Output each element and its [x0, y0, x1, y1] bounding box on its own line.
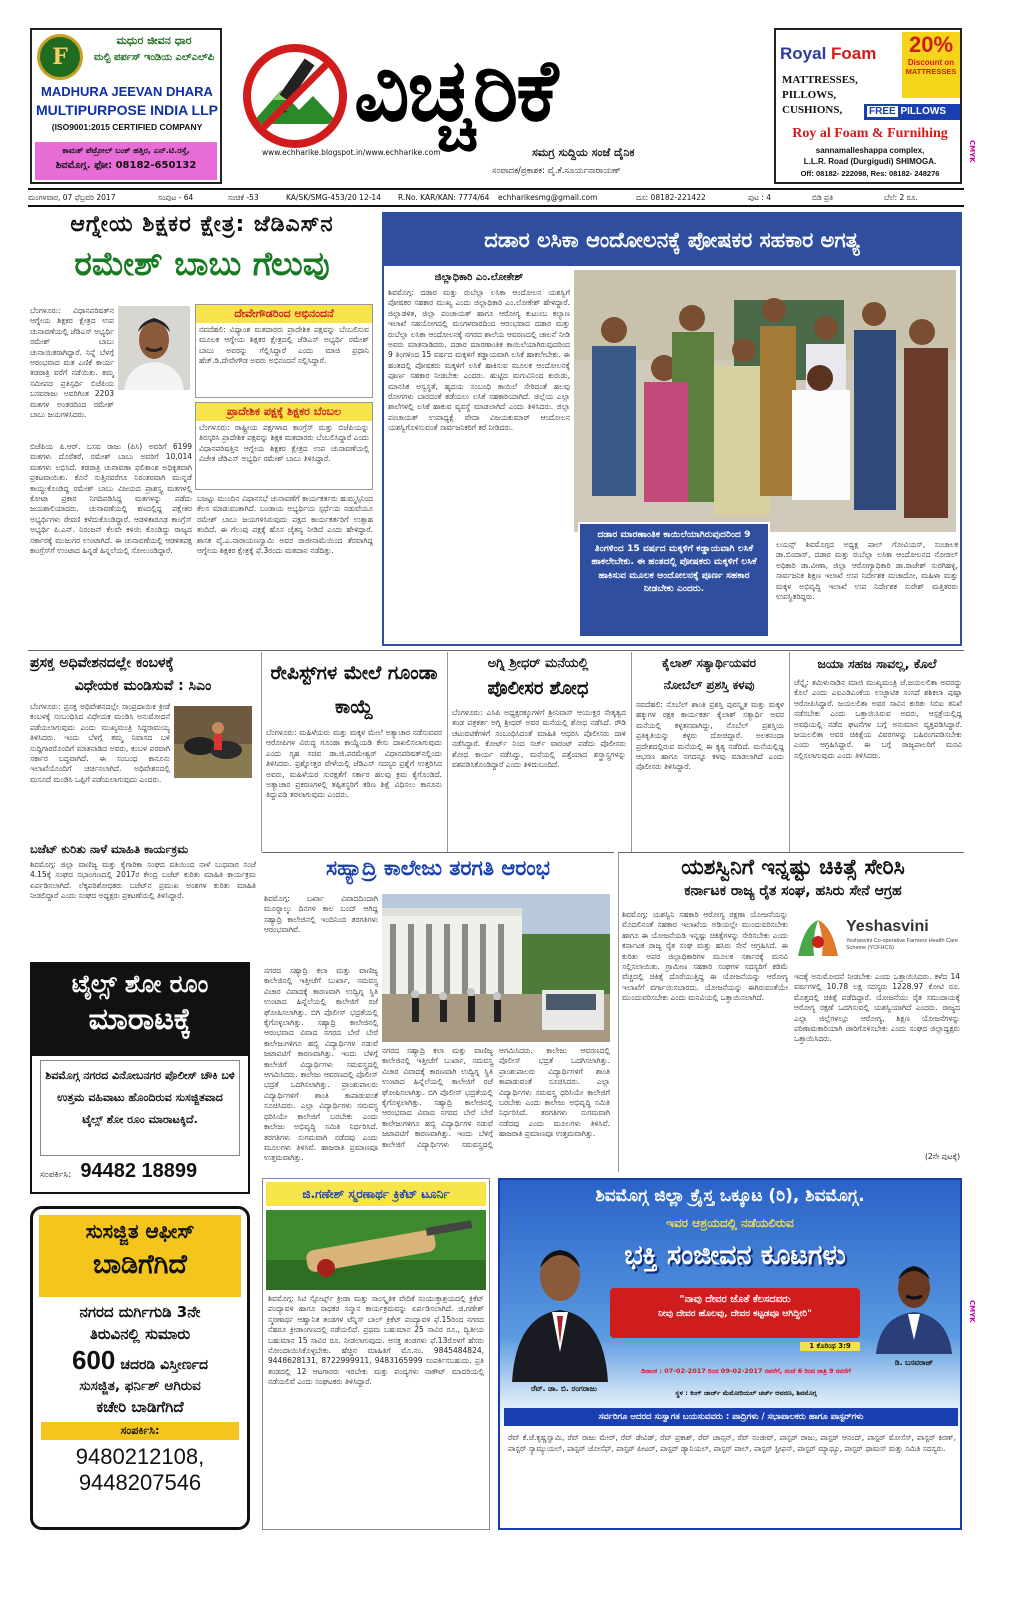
dateline-reg: KA/SK/SMG-453/20 12-14: [286, 193, 381, 202]
cricket-photo: [266, 1210, 486, 1290]
yeshasvini-top-rule: [618, 852, 964, 853]
budget-title: ಬಜೆಟ್ ಕುರಿತು ನಾಳೆ ಮಾಹಿತಿ ಕಾರ್ಯಕ್ರಮ: [30, 842, 189, 856]
ad-royal-item3: CUSHIONS,: [782, 104, 843, 116]
ad-royal-item1: MATTRESSES,: [782, 74, 858, 86]
ad-church-quote: "ನಾವು ದೇವರ ಜೊತೆ ಕೆಲಸದವರು: [679, 1294, 791, 1305]
ad-madhura-logo: F: [37, 34, 83, 80]
kailash-kicker: ಕೈಲಾಶ್ ಸತ್ಯಾರ್ಥಿಯವರ: [661, 656, 757, 670]
ad-office-contact: ಸಂಪರ್ಕಿಸಿ:: [41, 1422, 239, 1440]
ad-royal-addr2: L.L.R. Road (Durgigudi) SHIMOGA.: [803, 157, 937, 166]
masthead-title: ವಿಚ್ಚರಿಕೆ: [354, 41, 557, 141]
ad-royal-free-box: [864, 104, 960, 120]
lead-kicker: ಆಗ್ನೇಯ ಶಿಕ್ಷಕರ ಕ್ಷೇತ್ರ: ಜೆಡಿಎಸ್‌ನ: [70, 212, 334, 237]
sahyadri-body: ನಗರದ ಸಹ್ಯಾದ್ರಿ ಕಲಾ ಮತ್ತು ವಾಣಿಜ್ಯ ಕಾಲೇಜಿನಲ್ಲಿ ಇತ್ತೀಚೆಗೆ ಬುರ್ಖಾ, ಸಮವಸ್ತ್ರ ವಿಚಾರ ವಿವಾದಕ್ಕೆ ಕಾರಣವಾಗಿ ಉದ್ವಿಗ್ನ ಸ್ಥಿತಿ ಉಂಟಾದ ಹಿನ್ನೆಲೆಯಲ್ಲಿ ಕಾಲೇಜಿಗೆ ರಜೆ ಘೋಷಿಸಲಾಗಿತ್ತು. ಬಿಗಿ ಪೊಲೀಸ್ ಭದ್ರತೆಯಲ್ಲಿ ಕೈಗೊಳ್ಳಲಾಗಿತ್ತು. ಸಹ್ಯಾದ್ರಿ ಕಾಲೇಜಿನಲ್ಲಿ ಆರಂಭವಾದ ವಿವಾದ ನಗರದ ಬೇರೆ ಬೇರೆ ಕಾಲೇಜುಗಳಿಗೂ ಹಬ್ಬಿ ವಿದ್ಯಾರ್ಥಿಗಳ ನಡುವೆ ಜಟಾಪಟಿಗೆ ಕಾರಣವಾಗಿತ್ತು. ಇಂದು ಬೆಳಿಗ್ಗೆ ಕಾಲೇಜಿಗೆ ವಿದ್ಯಾರ್ಥಿಗಳು ಸಮವಸ್ತ್ರದಲ್ಲಿ ಆಗಮಿಸಿದರು. ಕಾಲೇಜು ಆವರಣದಲ್ಲಿ ಪೊಲೀಸ್ ಭದ್ರತೆ ಒದಗಿಸಲಾಗಿತ್ತು. ಪ್ರಾಂಶುಪಾಲರು ವಿದ್ಯಾರ್ಥಿಗಳಿಗೆ ಶಾಂತಿ ಕಾಪಾಡುವಂತೆ ಸೂಚಿಸಿದರು. ಎಲ್ಲಾ ವಿದ್ಯಾರ್ಥಿಗಳು ಸಮವಸ್ತ್ರ ಧರಿಸಿಯೇ ಕಾಲೇಜಿಗೆ ಬರಬೇಕು ಎಂದು ಕಾಲೇಜು ಅಭಿವೃದ್ಧಿ ಸಮಿತಿ ನಿರ್ಧರಿಸಿದೆ. ತರಗತಿಗಳು ಸುಗಮವಾಗಿ ನಡೆದವು ಎಂದು ಮೂಲಗಳು ತಿಳಿಸಿವೆ. ಹಾಜರಾತಿ ಪ್ರಮಾಣವೂ ಉತ್ತಮವಾಗಿತ್ತು.: [264, 966, 378, 1163]
dadara-caption-box: [578, 522, 770, 638]
guest-portrait: [872, 1254, 956, 1354]
ad-church-sub: ಇವರ ಆಶ್ರಯದಲ್ಲಿ ನಡೆಯಲಿರುವ: [666, 1216, 794, 1230]
speaker-portrait: [508, 1232, 612, 1382]
ad-office-l4: ಸುಸಜ್ಜಿತ, ಫರ್ನಿಶ್ ಆಗಿರುವ: [79, 1378, 201, 1394]
ad-church: [498, 1178, 962, 1530]
cricket-body: ಶಿವಮೊಗ್ಗ: ಸಿಟಿ ಸ್ಪೋರ್ಟ್ಸ್ ಕ್ರೀಡಾ ಮತ್ತು ಸಾಂಸ್ಕೃತಿಕ ವೇದಿಕೆ ಸಂಯುಕ್ತಾಶ್ರಯದಲ್ಲಿ ಕ್ರಿಕೆಟ್ ಪಂದ್ಯಾವಳಿ ಹಾಗೂ ಸಾಧಕರ ಸನ್ಮಾನ ಕಾರ್ಯಕ್ರಮವನ್ನು ಏರ್ಪಡಿಸಲಾಗಿದೆ. ಜಿ.ಗಣೇಶ್ ಸ್ಮರಣಾರ್ಥ ಆಹ್ವಾನಿತ ತಂಡಗಳ ಟೆನ್ನಿಸ್ ಬಾಲ್ ಕ್ರಿಕೆಟ್ ಪಂದ್ಯಾವಳಿ ಫೆ.15ರಿಂದ ನಗರದ ನೆಹರೂ ಕ್ರೀಡಾಂಗಣದಲ್ಲಿ ನಡೆಯಲಿದೆ. ಪ್ರಥಮ ಬಹುಮಾನ 25 ಸಾವಿರ ರೂ., ದ್ವಿತೀಯ ಬಹುಮಾನ 15 ಸಾವಿರ ರೂ. ನೀಡಲಾಗುವುದು. ಆಸಕ್ತ ತಂಡಗಳು ಫೆ.13ರೊಳಗೆ ಹೆಸರು ನೋಂದಾಯಿಸಿಕೊಳ್ಳಬೇಕು. ಹೆಚ್ಚಿನ ಮಾಹಿತಿಗೆ ಮೊ.ನಂ. 9845484824, 9448628131, 8722999911, 9483165999 ಸಂಪರ್ಕಿಸಬಹುದು. ಪ್ರತಿ ತಂಡದಲ್ಲಿ 12 ಆಟಗಾರರು ಇರಬೇಕು ಮತ್ತು ಪಂದ್ಯಗಳು ನಾಕೌಟ್ ಮಾದರಿಯಲ್ಲಿ ನಡೆಯಲಿವೆ ಎಂದು ಸಂಘಟಕರು ತಿಳಿಸಿದ್ದಾರೆ.: [268, 1294, 484, 1387]
ad-royal-brand2: Foam: [831, 44, 877, 63]
dadara-right-text: ಲಯನ್ಸ್ ಶಿವಮೊಗ್ಗದ ಅಧ್ಯಕ್ಷ ಪಾಲ್ ಗೋವಿಯಸ್, ಸಂಚಾಲಕ ಡಾ.ಬಿಂದಾಸ್, ದಡಾರ ಮತ್ತು ರುಬೆಲ್ಲಾ ಲಸಿಕಾ ಆಂದೋಲನದ ನೋಡಲ್ ಅಧಿಕಾರಿ ಡಾ.ವೀಣಾ, ಜಿಲ್ಲಾ ಆರೋಗ್ಯಾಧಿಕಾರಿ ಡಾ.ರಾಜೇಶ್ ಸುರಗಿಹಳ್ಳಿ, ಸಾರ್ವಜನಿಕ ಶಿಕ್ಷಣ ಇಲಾಖೆ ಉಪ ನಿರ್ದೇಶಕ ಮಚಾದೋ, ಮಹಿಳಾ ಮತ್ತು ಮಕ್ಕಳ ಅಭಿವೃದ್ಧಿ ಇಲಾಖೆ ಉಪ ನಿರ್ದೇಶಕ ಸುರೇಶ್ ಮತ್ತಿತರರು ಉಪಸ್ಥಿತರಿದ್ದರು.: [776, 540, 958, 602]
ad-church-fine: ರೆವ್ ಕೆ.ಜೆ.ಕೃಷ್ಣಸ್ವಾಮಿ, ರೆವ್ ರಾಜು ಮೇರ್, ರೆವ್ ಡೇವಿಡ್, ರೆವ್ ಪ್ರಕಾಶ್, ರೆವ್ ಜಾನ್ಸನ್, ರೆವ್ ಸಂಜೀವ್, ಪಾಸ್ಟರ್ ರಾಜು, ಪಾಸ್ಟರ್ ಆನಂದ್, ಪಾಸ್ಟರ್ ಮೋಸೆಸ್, ಪಾಸ್ಟರ್ ಕಿರಣ್, ಪಾಸ್ಟರ್ ಸ್ಯಾಮ್ಯುಯಲ್, ಪಾಸ್ಟರ್ ಜೋಸೆಫ್, ಪಾಸ್ಟರ್ ಪೀಟರ್, ಪಾಸ್ಟರ್ ಡ್ಯಾನಿಯಲ್, ಪಾಸ್ಟರ್ ಪಾಲ್, ಪಾಸ್ಟರ್ ಸ್ಟೀಫನ್, ಪಾಸ್ಟರ್ ಮ್ಯಾಥ್ಯೂ, ಪಾಸ್ಟರ್ ಥಾಮಸ್ ಮತ್ತು ಸಮಿತಿ ಸದಸ್ಯರು.: [508, 1433, 956, 1453]
ad-tiles-phone: 94482 18899: [80, 1160, 198, 1182]
pen-mountain-icon: [251, 52, 339, 140]
kambala-body: ಬೆಂಗಳೂರು: ಪ್ರಸಕ್ತ ಅಧಿವೇಶನದಲ್ಲೇ ಸಾಂಪ್ರದಾಯಿಕ ಕ್ರೀಡೆ ಕಂಬಳಕ್ಕೆ ಸಂಬಂಧಿಸಿದ ವಿಧೇಯಕ ಮಂಡಿಸಿ ಅನುಮೋದನೆ ಪಡೆಯಲಾಗುವುದು ಎಂದು ಮುಖ್ಯಮಂತ್ರಿ ಸಿದ್ದರಾಮಯ್ಯ ತಿಳಿಸಿದರು. ಇಂದು ಬೆಳಗ್ಗೆ ತಮ್ಮ ನಿವಾಸದ ಬಳಿ ಸುದ್ದಿಗಾರರೊಂದಿಗೆ ಮಾತನಾಡಿದ ಅವರು, ಕಂಬಳ ಪರವಾಗಿ ಸರ್ಕಾರ ಬದ್ಧವಾಗಿದೆ. ಈ ಸಂಬಂಧ ಕಾನೂನು ಇಲಾಖೆಯೊಂದಿಗೆ ಚರ್ಚಿಸಲಾಗಿದೆ. ಅಧಿವೇಶನದಲ್ಲಿ ಮಸೂದೆ ಮಂಡಿಸಿ ಒಪ್ಪಿಗೆ ಪಡೆಯಲಾಗುವುದು ಎಂದರು.: [30, 702, 170, 784]
kambala-headline: ವಿಧೇಯಕ ಮಂಡಿಸುವೆ : ಸಿಎಂ: [74, 678, 212, 694]
yeshasvini-headline: ಯಶಸ್ವಿನಿಗೆ ಇನ್ನಷ್ಟು ಚಿಕಿತ್ಸೆ ಸೇರಿಸಿ: [681, 855, 905, 879]
cricket-headline: ಜಿ.ಗಣೇಶ್ ಸ್ಮರಣಾರ್ಥ ಕ್ರಿಕೆಟ್ ಟೂರ್ನಿ: [302, 1187, 450, 1201]
ad-tiles-body-box: [40, 1060, 240, 1156]
cmyk-mark-top: CMYK: [968, 140, 976, 163]
agni-body: ಬೆಂಗಳೂರು: ಎಸಿಪಿ ಅಧ್ಯಕ್ಷರಕ್ಕೂಗಳಿಗೆ ಶ್ರೀನಿವಾಸ್ ಆಯುಕ್ತರ ನೇತೃತ್ವದ ತಂಡ ಪತ್ರಕರ್ತ ಅಗ್ನಿ ಶ್ರೀಧರ್ ಅವರ ಮನೆಯಲ್ಲಿ ಶೋಧ ನಡೆಸಿದೆ. ರೌಡಿ ಚಟುವಟಿಕೆಗಳಿಗೆ ಸಂಬಂಧಿಸಿದಂತೆ ಮಾಹಿತಿ ಆಧರಿಸಿ ಪೊಲೀಸರು ದಾಳಿ ನಡೆಸಿದ್ದಾರೆ. ಕೋರ್ಟ್ ನಿಂದ ಸರ್ಚ್ ವಾರಂಟ್ ಪಡೆದು ಪೊಲೀಸರು ಶೋಧ ಕಾರ್ಯ ನಡೆಸಿದ್ದು, ಮನೆಯಲ್ಲಿ ಪತ್ತೆಯಾದ ಶಸ್ತ್ರಾಸ್ತ್ರಗಳನ್ನು ವಶಪಡಿಸಿಕೊಂಡಿದ್ದಾರೆ ಎಂದು ತಿಳಿದುಬಂದಿದೆ.: [452, 708, 626, 770]
box-deve-body: ನವದೆಹಲಿ: ವಿಧ್ಯಾಂಶ ಮತದಾರರು ಪ್ರಾದೇಶಿಕ ಪಕ್ಷವನ್ನು ಬೆಂಬಲಿಸುವ ಮೂಲಕ ಆಗ್ನೇಯ ಶಿಕ್ಷಕರ ಕ್ಷೇತ್ರದಲ್ಲಿ ಜೆಡಿಎಸ್ ಅಭ್ಯರ್ಥಿ ರಮೇಶ್ ಬಾಬು ಅವರನ್ನು ಗೆಲ್ಲಿಸಿದ್ದಾರೆ ಎಂದು ಮಾಜಿ ಪ್ರಧಾನಿ ಹೆಚ್.ಡಿ.ದೇವೇಗೌಡ ಅವರು ಅಭಿನಂದನೆ ಸಲ್ಲಿಸಿದ್ದಾರೆ.: [199, 325, 369, 366]
ad-office-title1: ಸುಸಜ್ಜಿತ ಆಫೀಸ್: [85, 1219, 195, 1243]
ad-church-quote2: ನೀವು ದೇವರ ಹೊಲವು, ದೇವರ ಕಟ್ಟಡವೂ ಆಗಿದ್ದೀರಿ": [658, 1309, 812, 1319]
lead-intro: ಬೆಂಗಳೂರು: ವಿಧಾನಪರಿಷತ್‌ನ ಆಗ್ನೇಯ ಶಿಕ್ಷಕರ ಕ್ಷೇತ್ರದ ಉಪ ಚುನಾವಣೆಯಲ್ಲಿ ಜೆಡಿಎಸ್ ಅಭ್ಯರ್ಥಿ ರಮೇಶ್ ಬಾಬು ಚುನಾಯಿತರಾಗಿದ್ದಾರೆ. ನಿನ್ನೆ ಬೆಳಗ್ಗೆ ಆರಂಭವಾದ ಮತ ಎಣಿಕೆ ಕಾರ್ಯ ತಡರಾತ್ರಿ ವರೆಗೆ ನಡೆಯಿತು. ತಮ್ಮ ಸಮೀಪದ ಪ್ರತಿಸ್ಪರ್ಧಿ ಬಿಜೆಪಿಯ ಬಸವರಾಜು ಅವರಿಗಿಂತ 2203 ಮತಗಳ ಅಂತರದಿಂದ ರಮೇಶ್ ಬಾಬು ಜಯಗಳಿಸಿದರು.: [30, 306, 114, 420]
ad-tiles-header: [32, 964, 248, 1056]
ad-church-guest-photo: [872, 1254, 956, 1354]
rapist-body: ಬೆಂಗಳೂರು: ಮಹಿಳೆಯರು ಮತ್ತು ಮಕ್ಕಳ ಮೇಲೆ ಅತ್ಯಾಚಾರ ನಡೆಸುವವರ ಆರೋಪಿಗಳ ವಿರುದ್ಧ ಗೂಂಡಾ ಕಾಯ್ದೆಯಡಿ ಕೇಸು ದಾಖಲಿಸಲಾಗುವುದು ಎಂದು ಗೃಹ ಸಚಿವ ಡಾ.ಜಿ.ಪರಮೇಶ್ವರ್ ವಿಧಾನಪರಿಷತ್‌ನಲ್ಲಿಂದು ತಿಳಿಸಿದರು. ಪ್ರಶ್ನೋತ್ತರ ವೇಳೆಯಲ್ಲಿ ಜೆಡಿಎಸ್ ಸದಸ್ಯರ ಪ್ರಶ್ನೆಗೆ ಉತ್ತರಿಸಿದ ಅವರು, ಮಹಿಳೆಯರ ಸುರಕ್ಷತೆಗೆ ಸರ್ಕಾರ ಹಲವು ಕ್ರಮ ಕೈಗೊಂಡಿದೆ. ಅತ್ಯಾಚಾರ ಪ್ರಕರಣಗಳಲ್ಲಿ ತಪ್ಪಿತಸ್ಥರಿಗೆ ಕಠಿಣ ಶಿಕ್ಷೆ ವಿಧಿಸಲು ಕಾನೂನು ತಿದ್ದುಪಡಿ ತರಲಾಗುವುದು ಎಂದರು.: [266, 728, 442, 800]
budget-body: ಶಿವಮೊಗ್ಗ: ಜಿಲ್ಲಾ ವಾಣಿಜ್ಯ ಮತ್ತು ಕೈಗಾರಿಕಾ ಸಂಘದ ವತಿಯಿಂದ ನಾಳೆ ಬುಧವಾರ ಸಂಜೆ 4.15ಕ್ಕೆ ಸಂಘದ ಸಭಾಂಗಣದಲ್ಲಿ 2017ರ ಕೇಂದ್ರ ಬಜೆಟ್ ಕುರಿತು ಮಾಹಿತಿ ಕಾರ್ಯಕ್ರಮ ಏರ್ಪಡಿಸಲಾಗಿದೆ. ಲೆಕ್ಕಪರಿಶೋಧಕರು ಬಜೆಟ್‌ನ ಪ್ರಮುಖ ಅಂಶಗಳ ಕುರಿತು ಮಾಹಿತಿ ನೀಡಲಿದ್ದಾರೆ ಎಂದು ಸಂಘದ ಅಧ್ಯಕ್ಷರು ಪ್ರಕಟಣೆಯಲ್ಲಿ ತಿಳಿಸಿದ್ದಾರೆ.: [30, 860, 256, 901]
ad-office: [30, 1206, 250, 1530]
masthead-editor: ಸಂಪಾದಕ/ಪ್ರಕಾಶಕ: ವೈ.ಕೆ.ಸೂರ್ಯನಾರಾಯಣ್: [492, 166, 621, 176]
masthead-logo-emblem: [243, 44, 347, 148]
dadara-headline: ದಡಾರ ಲಸಿಕಾ ಆಂದೋಲನಕ್ಕೆ ಪೋಷಕರ ಸಹಕಾರ ಅಗತ್ಯ: [484, 228, 860, 252]
ad-church-welcome-band: [504, 1408, 958, 1426]
sahyadri-body-cont: ನಗರದ ಸಹ್ಯಾದ್ರಿ ಕಲಾ ಮತ್ತು ವಾಣಿಜ್ಯ ಕಾಲೇಜಿನಲ್ಲಿ ಇತ್ತೀಚೆಗೆ ಬುರ್ಖಾ, ಸಮವಸ್ತ್ರ ವಿಚಾರ ವಿವಾದಕ್ಕೆ ಕಾರಣವಾಗಿ ಉದ್ವಿಗ್ನ ಸ್ಥಿತಿ ಉಂಟಾದ ಹಿನ್ನೆಲೆಯಲ್ಲಿ ಕಾಲೇಜಿಗೆ ರಜೆ ಘೋಷಿಸಲಾಗಿತ್ತು. ಬಿಗಿ ಪೊಲೀಸ್ ಭದ್ರತೆಯಲ್ಲಿ ಕೈಗೊಳ್ಳಲಾಗಿತ್ತು. ಸಹ್ಯಾದ್ರಿ ಕಾಲೇಜಿನಲ್ಲಿ ಆರಂಭವಾದ ವಿವಾದ ನಗರದ ಬೇರೆ ಬೇರೆ ಕಾಲೇಜುಗಳಿಗೂ ಹಬ್ಬಿ ವಿದ್ಯಾರ್ಥಿಗಳ ನಡುವೆ ಜಟಾಪಟಿಗೆ ಕಾರಣವಾಗಿತ್ತು. ಇಂದು ಬೆಳಿಗ್ಗೆ ಕಾಲೇಜಿಗೆ ವಿದ್ಯಾರ್ಥಿಗಳು ಸಮವಸ್ತ್ರದಲ್ಲಿ ಆಗಮಿಸಿದರು. ಕಾಲೇಜು ಆವರಣದಲ್ಲಿ ಪೊಲೀಸ್ ಭದ್ರತೆ ಒದಗಿಸಲಾಗಿತ್ತು. ಪ್ರಾಂಶುಪಾಲರು ವಿದ್ಯಾರ್ಥಿಗಳಿಗೆ ಶಾಂತಿ ಕಾಪಾಡುವಂತೆ ಸೂಚಿಸಿದರು. ಎಲ್ಲಾ ವಿದ್ಯಾರ್ಥಿಗಳು ಸಮವಸ್ತ್ರ ಧರಿಸಿಯೇ ಕಾಲೇಜಿಗೆ ಬರಬೇಕು ಎಂದು ಕಾಲೇಜು ಅಭಿವೃದ್ಧಿ ಸಮಿತಿ ನಿರ್ಧರಿಸಿದೆ. ತರಗತಿಗಳು ಸುಗಮವಾಗಿ ನಡೆದವು ಎಂದು ಮೂಲಗಳು ತಿಳಿಸಿವೆ. ಹಾಜರಾತಿ ಪ್ರಮಾಣವೂ ಉತ್ತಮವಾಗಿತ್ತು.: [382, 1046, 610, 1149]
box-shikshakara: [195, 402, 373, 490]
ad-church-speaker-photo: [508, 1232, 612, 1382]
yeshasvini-logo-box: [792, 912, 960, 968]
ad-madhura-kn1: ಮಧುರ ಜೀವನ ಧಾರ: [116, 34, 192, 47]
ad-royal-shop: Roy al Foam & Furnihing: [792, 126, 948, 141]
ad-royal-free2: PILLOWS: [900, 106, 947, 117]
ad-church-dates: ದಿನಾಂಕ : 07-02-2017 ರಿಂದ 09-02-2017 ರವರೆಗೆ, ಸಂಜೆ 6 ರಿಂದ ರಾತ್ರಿ 9 ರವರೆಗೆ: [641, 1367, 851, 1375]
ad-madhura-addr2: ಶಿವಮೊಗ್ಗ. ಫೋ: 08182-650132: [55, 160, 197, 171]
ad-royal-phone: Off: 08182- 222098, Res: 08182- 248276: [800, 169, 940, 178]
yeshasvini-sub: ಕರ್ನಾಟಕ ರಾಜ್ಯ ರೈತ ಸಂಘ, ಹಸಿರು ಸೇನೆ ಆಗ್ರಹ: [684, 883, 902, 899]
ad-church-guest: ಡಿ. ಬಸವರಾಜ್: [894, 1358, 934, 1367]
yeshasvini-rule-left: [618, 852, 619, 1172]
agni-kicker: ಅಗ್ನಿ ಶ್ರೀಧರ್ ಮನೆಯಲ್ಲಿ: [487, 656, 589, 671]
masthead-urls: www.echharike.blogspot.in/www.echharike.com: [262, 148, 441, 157]
ad-tiles-title1: ಟೈಲ್ಸ್ ಶೋ ರೂಂ: [71, 970, 209, 998]
ad-church-venue: ಸ್ಥಳ : ಕಿಂಗ್ ಜಾರ್ಜ್ ಮೆಮೋರಿಯಲ್ ಚರ್ಚ್ ಆವರಣ, ಶಿವಮೊಗ್ಗ: [675, 1389, 817, 1397]
yeshasvini-logo-icon: [794, 916, 842, 960]
ad-madhura-jeevan: [30, 28, 222, 184]
ad-office-title2: ಬಾಡಿಗೆಗಿದೆ: [93, 1249, 187, 1280]
ad-church-title: ಭಕ್ತಿ ಸಂಜೀವನ ಕೂಟಗಳು: [624, 1240, 846, 1271]
kambala-photo: [174, 706, 252, 778]
rapist-rule-left: [261, 652, 262, 852]
yeshasvini-continued: (2ನೇ ಪುಟಕ್ಕೆ): [924, 1152, 960, 1161]
ad-tiles-title2: ಮಾರಾಟಕ್ಕೆ: [88, 1002, 192, 1037]
sahyadri-headline: ಸಹ್ಯಾದ್ರಿ ಕಾಲೇಜು ತರಗತಿ ಆರಂಭ: [326, 856, 550, 880]
portrait-icon: [118, 306, 190, 390]
sahyadri-photo: [382, 894, 610, 1042]
buffalo-race-photo: [174, 706, 252, 778]
ad-madhura-kn2: ಮಲ್ಟಿ ಪರ್ಪಸ್ ಇಂಡಿಯ ಎಲ್‌ಎಲ್‌ಪಿ: [93, 52, 215, 63]
ad-royal-item2: PILLOWS,: [782, 89, 837, 101]
jaya-headline: ಜಯಾ ಸಹಜ ಸಾವಲ್ಲ, ಕೊಲೆ: [817, 656, 937, 671]
yeshasvini-body: ಶಿವಮೊಗ್ಗ: ಯಶಸ್ವಿನಿ ಸಹಕಾರಿ ಆರೋಗ್ಯ ರಕ್ಷಣಾ ಯೋಜನೆಯನ್ನು ಮೊದಲಿನಂತೆ ಸಹಕಾರ ಇಲಾಖೆಯ ಅಡಿಯಲ್ಲೇ ಮುಂದುವರಿಸಬೇಕು ಹಾಗೂ ಈ ಯೋಜನೆಯಡಿ ಇನ್ನಷ್ಟು ಚಿಕಿತ್ಸೆಗಳನ್ನು ಸೇರಿಸಬೇಕು ಎಂದು ಕರ್ನಾಟಕ ರಾಜ್ಯ ರೈತ ಸಂಘ ಮತ್ತು ಹಸಿರು ಸೇನೆ ಆಗ್ರಹಿಸಿದೆ. ಈ ಕುರಿತು ಅಪರ ಜಿಲ್ಲಾಧಿಕಾರಿಗಳ ಮೂಲಕ ಸರ್ಕಾರಕ್ಕೆ ಮನವಿ ಸಲ್ಲಿಸಲಾಯಿತು. ಗ್ರಾಮೀಣ ಸಹಕಾರಿ ಸಂಘಗಳ ಸದಸ್ಯರಿಗೆ ಕಡಿಮೆ ವೆಚ್ಚದಲ್ಲಿ ಚಿಕಿತ್ಸೆ ದೊರೆಯುತ್ತಿದ್ದ ಈ ಯೋಜನೆಯನ್ನು ಆರೋಗ್ಯ ಇಲಾಖೆಗೆ ವರ್ಗಾಯಿಸಬಾರದು. ಯೋಜನೆಯನ್ನು ಈಗಿರುವಂತೆಯೇ ಮುಂದುವರಿಸಬೇಕು ಎಂದು ಮನವಿಯಲ್ಲಿ ಒತ್ತಾಯಿಸಲಾಗಿದೆ.: [622, 910, 788, 1003]
ad-church-speaker: ರೆವ್. ಡಾ. ಬಿ. ರಂಗರಾಜು: [531, 1384, 597, 1393]
ad-royal-addr1: sannamalleshappa complex,: [815, 146, 925, 155]
ad-royal-brand1: Royal: [780, 44, 827, 63]
vaccination-photo: [574, 270, 956, 532]
college-building-photo: [382, 894, 610, 1042]
ad-tiles-contact: ಸಂಪರ್ಕಿಸಿ:: [40, 1170, 72, 1180]
dateline-price: ಬೆಲೆ: 2 ರೂ.: [884, 193, 918, 202]
dadara-photo-vaccination: [574, 270, 956, 532]
kambala-kicker: ಪ್ರಸಕ್ತ ಅಧಿವೇಶನದಲ್ಲೇ ಕಂಬಳಕ್ಕೆ: [30, 655, 174, 671]
dateline-rno: R.No. KAR/KAN: 7774/64: [398, 193, 490, 202]
dateline-pages: ಪುಟ : 4: [748, 193, 772, 202]
dateline-date: ಮಂಗಳವಾರ, 07 ಫೆಬ್ರವರಿ 2017: [28, 193, 116, 202]
lead-photo-ramesh-babu: [118, 306, 190, 390]
sahyadri-top-rule: [262, 852, 614, 853]
dateline-volume: ಸಂಪುಟ - 64: [158, 193, 194, 202]
jaya-body: ಚೆನ್ನೈ: ತಮಿಳುನಾಡಿನ ಮಾಜಿ ಮುಖ್ಯಮಂತ್ರಿ ಜೆ.ಜಯಲಲಿತಾ ಅವರದ್ದು ಕೊಲೆ ಎಂದು ಎಐಎಡಿಎಂಕೆಯ ಉಚ್ಛಾಟಿತ ಸಂಸದೆ ಶಶಿಕಲಾ ಪುಷ್ಪಾ ಆರೋಪಿಸಿದ್ದಾರೆ. ಜಯಲಲಿತಾ ಅವರ ಸಾವಿನ ಕುರಿತು ಸಿಬಿಐ ತನಿಖೆ ನಡೆಸಬೇಕು ಎಂದು ಒತ್ತಾಯಿಸಿರುವ ಅವರು, ಆಸ್ಪತ್ರೆಯಲ್ಲಿದ್ದ ಅವಧಿಯಲ್ಲಿ ನಡೆದ ಘಟನೆಗಳ ಬಗ್ಗೆ ಅನುಮಾನ ವ್ಯಕ್ತಪಡಿಸಿದ್ದಾರೆ. ಜಯಲಲಿತಾ ಅವರ ಚಿಕಿತ್ಸೆಯ ವಿವರಗಳನ್ನು ಬಹಿರಂಗಪಡಿಸಬೇಕು ಎಂದು ಆಗ್ರಹಿಸಿದ್ದಾರೆ. ಈ ಬಗ್ಗೆ ರಾಜ್ಯಪಾಲರಿಗೆ ಮನವಿ ಸಲ್ಲಿಸಲಾಗುವುದು ಎಂದು ತಿಳಿಸಿದರು.: [794, 678, 962, 760]
ad-madhura-en2: MULTIPURPOSE INDIA LLP: [36, 102, 218, 118]
ad-royal-free: FREE: [869, 106, 896, 117]
agni-headline: ಪೊಲೀಸರ ಶೋಧ: [487, 678, 589, 699]
ad-royal-disc2: MATTRESSES: [905, 67, 957, 76]
cmyk-mark-mid: CMYK: [968, 1300, 976, 1323]
sahyadri-lede: ಶಿವಮೊಗ್ಗ: ಬರ್ಖಾ ವಿವಾದದಿಂದಾಗಿ ಮೂರ್‍ನಾಲ್ಕು ದಿನಗಳ ಕಾಲ ಬಂದ್ ಆಗಿದ್ದ ಸಹ್ಯಾದ್ರಿ ಕಾಲೇಜಿನಲ್ಲಿ ಇಂದಿನಿಂದ ತರಗತಿಗಳು ಆರಂಭವಾಗಿವೆ.: [264, 894, 378, 935]
box-shik-title: ಪ್ರಾದೇಶಿಕ ಪಕ್ಷಕ್ಕೆ ಶಿಕ್ಷಕರ ಬೆಂಬಲ: [196, 403, 372, 421]
ad-tiles: [30, 962, 250, 1194]
lead-headline: ರಮೇಶ್ ಬಾಬು ಗೆಲುವು: [74, 244, 330, 283]
ad-royal-pct: 20%: [908, 32, 954, 57]
ad-madhura-addr1: ಕಾಮತ್ ಪೆಟ್ರೋಲ್ ಬಂಕ್ ಹತ್ತಿರ, ಎನ್.ಟಿ.ರಸ್ತೆ,: [62, 146, 190, 155]
ad-royal-foam: [774, 28, 962, 184]
ad-tiles-body: ಶಿವಮೊಗ್ಗ ನಗರದ ವಿನೋಬನಗರ ಪೊಲೀಸ್ ಚೌಕಿ ಬಳಿ ಉತ್ತಮ ವಹಿವಾಟು ಹೊಂದಿರುವ ಸುಸಜ್ಜಿತವಾದ ಟೈಲ್ಸ್ ಶೋ ರೂಂ ಮಾರಾಟಕ್ಕಿದೆ.: [45, 1069, 235, 1126]
yeshasvini-body2: ಇದಕ್ಕೆ ಅನುಮೋದನೆ ನೀಡಬೇಕು ಎಂದು ಒತ್ತಾಯಿಸಿದರು. ಕಳೆದ 14 ವರ್ಷಗಳಲ್ಲಿ 10.78 ಲಕ್ಷ ಸದಸ್ಯರು 1228.97 ಕೋಟಿ ರೂ. ಮೊತ್ತದಲ್ಲಿ ಚಿಕಿತ್ಸೆ ಪಡೆದಿದ್ದಾರೆ. ಯೋಜನೆಯು ರೈತ ಸಮುದಾಯಕ್ಕೆ ಆರೋಗ್ಯ ರಕ್ಷಣೆ ಒದಗಿಸುವಲ್ಲಿ ಯಶಸ್ವಿಯಾಗಿದೆ ಎಂದರು. ರಾಜ್ಯದ ಎಲ್ಲಾ ಜಿಲ್ಲೆಗಳಲ್ಲೂ ಆರೋಗ್ಯ, ಶಿಕ್ಷಣ ಯೋಜನೆಗಳನ್ನು ಪರಿಣಾಮಕಾರಿಯಾಗಿ ಜಾರಿಗೊಳಿಸಬೇಕು ಎಂದು ಸಂಘದ ಜಿಲ್ಲಾಧ್ಯಕ್ಷರು ಒತ್ತಾಯಿಸಿದರು.: [794, 972, 960, 1044]
dateline-bar: [28, 188, 964, 207]
ad-office-ph1: 9480212108,: [75, 1444, 205, 1469]
kailash-rule-left: [631, 652, 632, 852]
dateline-email: echharikesmg@gmail.com: [498, 193, 598, 202]
yeshasvini-logo-sub: Yeshasvini Co-operative Farmers Health Care Scheme (YCFHCS): [846, 938, 958, 951]
ad-madhura-address-box: [35, 142, 217, 180]
lead-body-col1: ಬಿಜೆಪಿಯ ಪಿ.ಆರ್. ಬಸವ ರಾಜು (ಪಿಸಿ) ಅವರಿಗೆ 6199 ಮತಗಳು ದೊರೆತರೆ, ರಮೇಶ್ ಬಾಬು ಅವರಿಗೆ 10,014 ಮತಗಳು ಲಭಿಸಿದೆ. ತಡರಾತ್ರಿ ಚುನಾವಣಾ ಫಲಿತಾಂಶ ಅಧಿಕೃತವಾಗಿ ಪ್ರಕಟವಾಯಿತು. ಕೊನೆ ಸುತ್ತಿನವರೆಗೂ ನಿರಂತರವಾಗಿ ಮುನ್ನಡೆ ಕಾಯ್ದುಕೊಂಡಿದ್ದ ರಮೇಶ್ ಬಾಬು ವಿಜಯದ ಪ್ರಾಶಸ್ತ್ಯ ಮತಗಳಲ್ಲಿ ಕೋಟಾ ಪ್ರಕಾರ ನಿಗದಿಪಡಿಸಿದ್ದ ಮತಗಳನ್ನು ಪಡೆದು ಜಯಶಾಲಿಯಾದರು. ಚುನಾವಣೆಯಲ್ಲಿ ಕಣದಲ್ಲಿದ್ದ ಪಕ್ಷೇತರ ಅಭ್ಯರ್ಥಿಗಳು ಠೇವಣಿ ಕಳೆದುಕೊಂಡಿದ್ದಾರೆ. ಆಡಳಿತಾರೂಢ ಕಾಂಗ್ರೆಸ್ ಅಭ್ಯರ್ಥಿ ಪಿ.ಎನ್. ನಿರಂಜನ್ ಕೆಲವೇ ಕಳಿಯಿ ಕೊಂಡಿದ್ದು ರಾಜ್ಯದ ಸರ್ಕಾರಕ್ಕೆ ಮುಜುಗರ ಉಂಟಾಗಿದೆ. ಈ ಚುನಾವಣೆಯಲ್ಲಿ ಆಡಳಿತಪಕ್ಷ ಕಾಂಗ್ರೆಸ್‌ಗೆ ಉಂಟಾದ ಹಿನ್ನಡೆ ಹಿನ್ನಲೆಯಲ್ಲಿ ಸೋಲುಂಡಿದ್ದಾರೆ.: [30, 442, 192, 556]
ad-office-l3: ಚದರಡಿ ವಿಸ್ತೀರ್ಣದ: [120, 1357, 209, 1373]
ad-office-ph2: 9448207546: [78, 1470, 202, 1495]
dateline-copy: ಬಿಡಿ ಪ್ರತಿ: [812, 193, 834, 202]
rapist-headline: ರೇಪಿಸ್ಟ್‌ಗಳ ಮೇಲೆ ಗೂಂಡಾ ಕಾಯ್ದೆ: [270, 662, 438, 718]
dateline-phone: ದೂ: 08182-221422: [636, 193, 706, 202]
ad-royal-disc1: Discount on: [907, 58, 955, 67]
dadara-headline-bar: [384, 214, 960, 266]
ad-office-l5: ಕಚೇರಿ ಬಾಡಿಗೆಗಿದೆ: [96, 1398, 184, 1416]
dadara-body: ಶಿವಮೊಗ್ಗ: ದಡಾರ ಮತ್ತು ರುಬೆಲ್ಲಾ ಲಸಿಕಾ ಆಂದೋಲನ ಯಶಸ್ವಿಗೆ ಪೋಷಕರ ಸಹಕಾರ ಮುಖ್ಯ ಎಂದು ಜಿಲ್ಲಾಧಿಕಾರಿ ಎಂ.ಲೋಕೇಶ್ ಹೇಳಿದ್ದಾರೆ. ಜಿಲ್ಲಾಡಳಿತ, ಜಿಲ್ಲಾ ಪಂಚಾಯತ್ ಹಾಗೂ ಆರೋಗ್ಯ ಕುಟುಂಬ ಕಲ್ಯಾಣ ಇಲಾಖೆ ಸಹಯೋಗದಲ್ಲಿ ಮಂಗಳವಾರದಿಂದ ಆರಂಭವಾದ ದಡಾರ ಮತ್ತು ರುಬೆಲ್ಲಾ ಲಸಿಕಾ ಆಂದೋಲನಕ್ಕೆ ನಗರದ ಶಾಲೆಯ ಆವರಣದಲ್ಲಿ ಚಾಲನೆ ನೀಡಿ ಅವರು ಮಾತನಾಡಿದರು. ದಡಾರ ಮಾರಣಾಂತಿಕ ಕಾಯಿಲೆಯಾಗಿರುವುದರಿಂದ 9 ತಿಂಗಳಿಂದ 15 ವರ್ಷದ ಮಕ್ಕಳಿಗೆ ಕಡ್ಡಾಯವಾಗಿ ಲಸಿಕೆ ಹಾಕಲೇಬೇಕು. ಈ ಹಂತದಲ್ಲಿ ಪೋಷಕರು ಮಕ್ಕಳಿಗೆ ಲಸಿಕೆ ಹಾಕಿಸುವ ಮೂಲಕ ಆಂದೋಲನಕ್ಕೆ ಪೂರ್ಣ ಸಹಕಾರ ನೀಡಬೇಕು ಎಂದರು. ಹುಟ್ಟಿದ ಮಗುವಿನಿಂದ ಕುರುಡು, ಮಾನಸಿಕ ಅಸ್ವಸ್ಥತೆ, ಹೃದಯ ಸಂಬಂಧಿ ಕಾಯಿಲೆ ಸೇರಿದಂತೆ ಹಲವು ರೋಗಗಳು ಬಾರದಂತೆ ತಡೆಯಲು ಲಸಿಕೆ ಸಹಕಾರಿಯಾಗಿದೆ. ಜಿಲ್ಲೆಯ ಎಲ್ಲಾ ಶಾಲೆಗಳಲ್ಲಿ ಲಸಿಕೆ ಹಾಕುವ ವ್ಯವಸ್ಥೆ ಮಾಡಲಾಗಿದೆ ಎಂದು ತಿಳಿಸಿದರು. ಜಿಲ್ಲಾ ಪಂಚಾಯತ್ ಉಪಾಧ್ಯಕ್ಷೆ ವೇದಾ ವಿಜಯಕುಮಾರ್ ಆಂದೋಲನ ಯಶಸ್ವಿಗೊಳಿಸುವಂತೆ ಸಾರ್ವಜನಿಕರಿಗೆ ಕರೆ ನೀಡಿದರು.: [388, 288, 570, 433]
dateline-issue: ಸಂಚಿಕೆ -53: [228, 193, 259, 202]
dadara-caption: ದಡಾರ ಮಾರಣಾಂತಿಕ ಕಾಯಿಲೆಯಾಗಿರುವುದರಿಂದ 9 ತಿಂಗಳಿಂದ 15 ವರ್ಷದ ಮಕ್ಕಳಿಗೆ ಕಡ್ಡಾಯವಾಗಿ ಲಸಿಕೆ ಹಾಕಲೇಬೇಕು. ಈ ಹಂತದಲ್ಲಿ ಪೋಷಕರು ಮಕ್ಕಳಿಗೆ ಲಸಿಕೆ ಹಾಕಿಸುವ ಮೂಲಕ ಆಂದೋಲನಕ್ಕೆ ಪೂರ್ಣ ಸಹಕಾರ ನೀಡಬೇಕು ಎಂದರು.: [591, 529, 757, 594]
jaya-rule-left: [789, 652, 790, 852]
box-deve-title: ದೇವೇಗೌಡರಿಂದ ಅಭಿನಂದನೆ: [196, 305, 372, 323]
cricket-headline-bar: [266, 1182, 486, 1206]
yeshasvini-logo-text: Yeshasvini: [846, 918, 929, 935]
agni-rule-left: [447, 652, 448, 852]
ad-church-quote-band: [610, 1288, 860, 1338]
kailash-body: ನವದೆಹಲಿ: ನೊಬೆಲ್ ಶಾಂತಿ ಪ್ರಶಸ್ತಿ ಪುರಸ್ಕೃತ ಮತ್ತು ಮಕ್ಕಳ ಹಕ್ಕುಗಳ ರಕ್ಷಕ ಕಾರ್ಯಕರ್ತ ಕೈಲಾಶ್ ಸತ್ಯಾರ್ಥಿ ಅವರ ಮನೆಯಲ್ಲಿ ಕಳ್ಳತನವಾಗಿದ್ದು, ನೊಬೆಲ್ ಪ್ರಶಸ್ತಿಯ ಪ್ರತಿಕೃತಿಯನ್ನು ಕಳ್ಳರು ದೋಚಿದ್ದಾರೆ. ಅಲಕನಂದಾ ಪ್ರದೇಶದಲ್ಲಿರುವ ಮನೆಯಲ್ಲಿ ಈ ಕೃತ್ಯ ನಡೆದಿದೆ. ಮನೆಯಲ್ಲಿದ್ದ ಆಭರಣ ಹಾಗೂ ನಗದನ್ನೂ ಕಳವು ಮಾಡಲಾಗಿದೆ ಎಂದು ಪೊಲೀಸರು ತಿಳಿಸಿದ್ದಾರೆ.: [636, 700, 784, 772]
ad-church-org: ಶಿವಮೊಗ್ಗ ಜಿಲ್ಲಾ ಕ್ರೈಸ್ತ ಒಕ್ಕೂಟ (ರಿ), ಶಿವಮೊಗ್ಗ.: [595, 1186, 865, 1206]
lead-body-col2: ಬಜಟ್ಟು ಮುಂದಿನ ವಿಧಾನಸಭೆ ಚುನಾವಣೆಗೆ ಕಾರ್ಯಕರ್ತರು ಹುಮ್ಮಸ್ಸಿನಿಂದ ಕೆಲಸ ಮಾಡುವಂತಾಗಿದೆ. ಬಂಡಾಯ ಅಭ್ಯರ್ಥಿಯ ಸ್ಪರ್ಧೆಯ ನಡುವೆಯೂ ರಮೇಶ್ ಬಾಬು ಜಯಗಳಿಸಿರುವುದು ಪಕ್ಷದ ಕಾರ್ಯಕರ್ತರಿಗೆ ಉತ್ಸಾಹ ತಂದಿದೆ. ಈ ಗೆಲುವು ಪಕ್ಷಕ್ಕೆ ಹೊಸ ಚೈತನ್ಯ ನೀಡಿದೆ ಎಂದು ಹೇಳಿದ್ದಾರೆ. ಶಾಸಕ ವೈ.ಎ.ನಾರಾಯಣಸ್ವಾಮಿ ಅವರ ರಾಜೀನಾಮೆಯಿಂದ ತೆರವಾಗಿದ್ದ ಆಗ್ನೇಯ ಶಿಕ್ಷಕರ ಕ್ಷೇತ್ರಕ್ಕೆ ಫೆ.3ರಂದು ಮತದಾನ ನಡೆದಿತ್ತು.: [197, 494, 373, 556]
ad-madhura-cert: (ISO9001:2015 CERTIFIED COMPANY: [51, 122, 203, 132]
ad-church-welcome: ಸರ್ವರಿಗೂ ಆದರದ ಸುಸ್ವಾಗತ ಬಯಸುವವರು : ಪಾದ್ರಿಗಳು / ಸಭಾಪಾಲಕರು ಹಾಗೂ ಪಾಸ್ಟರ್‌ಗಳು: [598, 1412, 864, 1422]
ad-royal-discount-box: [902, 32, 960, 98]
ad-office-l1: ನಗರದ ದುರ್ಗಿಗುಡಿ 3ನೇ: [79, 1303, 201, 1321]
row2-top-rule: [28, 650, 964, 651]
ad-office-l2: ತಿರುವಿನಲ್ಲಿ ಸುಮಾರು: [89, 1325, 191, 1343]
masthead-tagline: ಸಮಗ್ರ ಸುದ್ದಿಯ ಸಂಜೆ ದೈನಿಕ: [532, 146, 635, 159]
dadara-byline: ಜಿಲ್ಲಾಧಿಕಾರಿ ಎಂ.ಲೋಕೇಶ್: [434, 272, 524, 283]
box-deve-gowda: [195, 304, 373, 398]
box-shik-body: ಬೆಂಗಳೂರು: ರಾಷ್ಟ್ರೀಯ ಪಕ್ಷಗಳಾದ ಕಾಂಗ್ರೆಸ್ ಮತ್ತು ಬಿಜೆಪಿಯನ್ನು ತಿರಸ್ಕರಿಸಿ ಪ್ರಾದೇಶಿಕ ಪಕ್ಷವನ್ನು ಶಿಕ್ಷಕ ಮತದಾರರು ಬೆಂಬಲಿಸಿದ್ದಾರೆ ಎಂದು ವಿಧಾನಪರಿಷತ್ತಿನ ಆಗ್ನೇಯ ಶಿಕ್ಷಕರ ಕ್ಷೇತ್ರದ ಉಪ ಚುನಾವಣೆಯಲ್ಲಿ ವಿಜೇತ ಜೆಡಿಎಸ್ ಅಭ್ಯರ್ಥಿ ರಮೇಶ್ ಬಾಬು ತಿಳಿಸಿದ್ದಾರೆ.: [199, 423, 369, 464]
kailash-headline: ನೋಬೆಲ್ ಪ್ರಶಸ್ತಿ ಕಳವು: [663, 678, 755, 692]
ad-office-num: 600: [71, 1345, 116, 1375]
ad-church-verse: 1 ಕೊರಿಂಥ 3:9: [800, 1342, 860, 1351]
ad-madhura-en1: MADHURA JEEVAN DHARA: [41, 84, 213, 99]
ad-office-header: [39, 1215, 241, 1297]
cricket-bat-ball-photo: [266, 1210, 486, 1290]
